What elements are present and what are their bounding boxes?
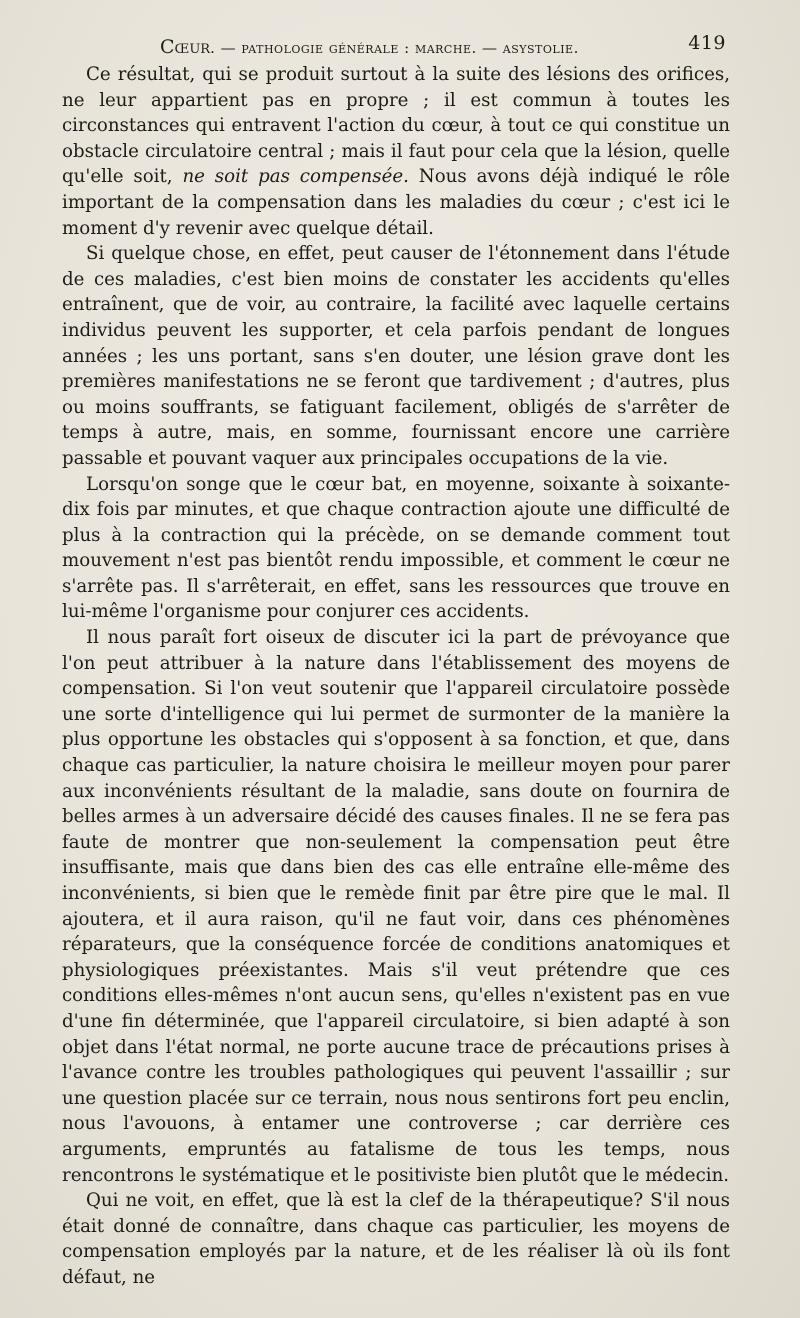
paragraph-1: [62, 62, 730, 241]
paragraph-2: Si quelque chose, en effet, peut causer de l'étonnement dans l'étude de ces maladies, c'est bien moins de constater les accidents qu'elles entraînent, que de voir, au contraire, la facilité avec laquelle certains individus peuvent les supporter, et cela parfois pendant de longues années ; les uns portant, sans s'en douter, une lésion grave dont les premières manifestations ne se feront que tardivement ; d'autres, plus ou moins souffrants, se fatiguant facilement, obligés de s'arrêter de temps à autre, mais, en somme, fournissant encore une carrière passable et pouvant vaquer aux principales occupations de la vie.: [62, 243, 730, 469]
paragraph-1-italic: ne soit pas compensée.: [182, 166, 409, 188]
running-title: [160, 36, 579, 58]
page-number: 419: [688, 32, 726, 54]
paragraph-5: Qui ne voit, en effet, que là est la clef de la thérapeutique? S'il nous était donné de connaître, dans chaque cas particulier, les moyens de compensation employés par la nature, et de les réaliser là où ils font défaut, ne: [62, 1190, 730, 1288]
paragraph-3: Lorsqu'on songe que le cœur bat, en moyenne, soixante à soixante-dix fois par minutes, et que chaque contraction ajoute une difficulté de plus à la contraction qui la précède, on se demande comment tout mouvement n'est pas bientôt rendu impossible, et comment le cœur ne s'arrête pas. Il s'arrêterait, en effet, sans les ressources que trouve en lui-même l'organisme pour conjurer ces accidents.: [62, 473, 730, 623]
body-text: [62, 62, 730, 1291]
running-title-rest: . — pathologie générale : marche. — asystolie.: [210, 39, 579, 57]
paragraph-4: Il nous paraît fort oiseux de discuter ici la part de prévoyance que l'on peut attribuer à la nature dans l'établissement des moyens de compensation. Si l'on veut soutenir que l'appareil circulatoire possède une sorte d'intelligence qui lui permet de surmonter de la manière la plus opportune les obstacles qui s'opposent à sa fonction, et que, dans chaque cas particulier, la nature choisira le meilleur moyen pour parer aux inconvénients résultant de la maladie, sans doute on fournira de belles armes à un adversaire décidé des causes finales. Il ne se fera pas faute de montrer que non-seulement la compensation peut être insuffisante, mais que dans bien des cas elle entraîne elle-même des inconvénients, si bien que le remède finit par être pire que le mal. Il ajoutera, et il aura raison, qu'il ne faut voir, dans ces phénomènes réparateurs, que la conséquence forcée de conditions anatomiques et physiologiques préexistantes. Mais s'il veut prétendre que ces conditions elles-mêmes n'ont aucun sens, qu'elles n'existent pas en vue d'une fin déterminée, que l'appareil circulatoire, si bien adapté à son objet dans l'état normal, ne porte aucune trace de précautions prises à l'avance contre les troubles pathologiques qui peuvent l'assaillir ; sur une question placée sur ce terrain, nous nous sentirons fort peu enclin, nous l'avouons, à entamer une controverse ; car derrière ces arguments, empruntés au fatalisme de tous les temps, nous rencontrons le systématique et le positiviste bien plutôt que le médecin.: [62, 627, 730, 1186]
running-head: [62, 32, 730, 62]
page-content: [62, 32, 730, 1291]
paragraph-1-text: Ce résultat, qui se produit surtout à la suite des lésions des orifices, ne leur appartient pas en propre ; il est commun à toutes les circonstances qui entravent l'action du cœur, à tout ce qui constitue un obstacle circulatoire central ; mais il faut pour cela que la lésion, quelle qu'elle soit,: [62, 64, 730, 188]
paragraph-1-text-after: Nous avons déjà indiqué le rôle important de la compensation dans les maladies du cœur ; c'est ici le moment d'y revenir avec quelque détail.: [62, 166, 730, 239]
running-title-first-word: Cœur: [160, 36, 211, 58]
